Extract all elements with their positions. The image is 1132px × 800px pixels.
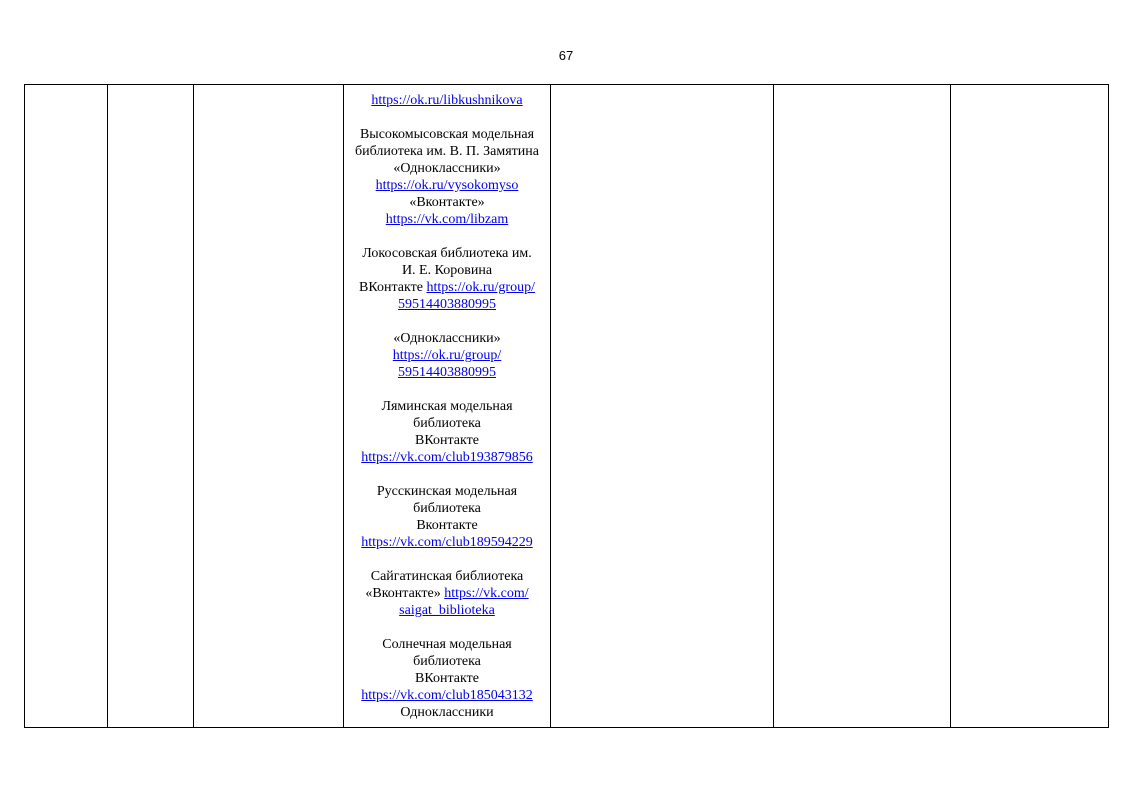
social-link[interactable]: https://vk.com/club189594229 — [361, 535, 533, 550]
social-link[interactable]: https://ok.ru/vysokomyso — [375, 178, 519, 193]
entry-text: «Вконтакте» — [409, 195, 485, 210]
entry-text: Вконтакте — [416, 518, 478, 533]
entry-text: библиотека — [413, 501, 481, 516]
entry-line — [344, 347, 550, 364]
entry-text: ВКонтакте — [415, 671, 479, 686]
entry-line — [344, 653, 550, 670]
entry-text: Ляминская модельная — [381, 399, 513, 414]
entry-line — [344, 143, 550, 160]
library-entry — [344, 483, 550, 551]
entry-text: Сайгатинская библиотека — [370, 569, 524, 584]
entry-line — [344, 687, 550, 704]
social-link[interactable]: https://ok.ru/libkushnikova — [371, 93, 523, 108]
library-entry — [344, 636, 550, 721]
entry-text: Локосовская библиотека им. — [362, 246, 532, 261]
entry-text: Солнечная модельная — [382, 637, 512, 652]
social-link[interactable]: https://vk.com/ — [444, 586, 529, 601]
entry-line — [344, 262, 550, 279]
social-link[interactable]: https://ok.ru/group/ — [426, 280, 535, 295]
entry-line — [344, 126, 550, 143]
table-cell-col-6 — [774, 85, 951, 728]
entry-line — [344, 92, 550, 109]
entry-line — [344, 432, 550, 449]
entry-line — [344, 517, 550, 534]
library-entries-list — [344, 92, 550, 721]
social-link[interactable]: https://ok.ru/group/ — [392, 348, 502, 363]
entry-text: Высокомысовская модельная — [359, 127, 535, 142]
social-link[interactable]: https://vk.com/club185043132 — [361, 688, 533, 703]
entry-line — [344, 636, 550, 653]
table-cell-col-1 — [25, 85, 108, 728]
entry-line — [344, 670, 550, 687]
entry-line — [344, 279, 550, 296]
entry-text: «Одноклассники» — [393, 331, 501, 346]
entry-line — [344, 160, 550, 177]
table-cell-col-5 — [551, 85, 774, 728]
entry-line — [344, 398, 550, 415]
library-entry — [344, 330, 550, 381]
entry-line — [344, 194, 550, 211]
entry-line — [344, 177, 550, 194]
entry-line — [344, 330, 550, 347]
social-link[interactable]: 59514403880995 — [398, 297, 496, 312]
entry-line — [344, 245, 550, 262]
entry-line — [344, 296, 550, 313]
entry-line — [344, 602, 550, 619]
entry-line — [344, 415, 550, 432]
social-link[interactable]: 59514403880995 — [398, 365, 496, 380]
entry-text: ВКонтакте — [415, 433, 479, 448]
library-entry — [344, 92, 550, 109]
library-entry — [344, 245, 550, 313]
library-entry — [344, 568, 550, 619]
entry-text: «Вконтакте» — [365, 586, 445, 601]
entry-text: библиотека — [413, 416, 481, 431]
entry-line — [344, 449, 550, 466]
entry-text: И. Е. Коровина — [401, 263, 493, 278]
entry-line — [344, 500, 550, 517]
entry-text: Одноклассники — [400, 705, 494, 720]
social-link[interactable]: https://vk.com/club193879856 — [361, 450, 533, 465]
entry-line — [344, 568, 550, 585]
table-cell-col-7 — [951, 85, 1109, 728]
entry-text: «Одноклассники» — [393, 161, 501, 176]
entry-text: библиотека — [413, 654, 481, 669]
document-table — [24, 84, 1109, 728]
entry-text: Русскинская модельная — [376, 484, 518, 499]
entry-line — [344, 483, 550, 500]
entry-line — [344, 704, 550, 721]
entry-line — [344, 211, 550, 228]
entry-line — [344, 534, 550, 551]
table-row — [25, 85, 1109, 728]
entry-line — [344, 585, 550, 602]
entry-line — [344, 364, 550, 381]
social-link[interactable]: https://vk.com/libzam — [385, 212, 509, 227]
page-number: 67 — [558, 48, 574, 63]
table-cell-col-3 — [194, 85, 344, 728]
library-entry — [344, 398, 550, 466]
library-entry — [344, 126, 550, 228]
table-cell-col-2 — [108, 85, 194, 728]
social-link[interactable]: saigat_biblioteka — [399, 603, 495, 618]
entry-text: библиотека им. В. П. Замятина — [355, 144, 539, 159]
entry-text: ВКонтакте — [359, 280, 427, 295]
library-links-cell — [344, 85, 551, 728]
